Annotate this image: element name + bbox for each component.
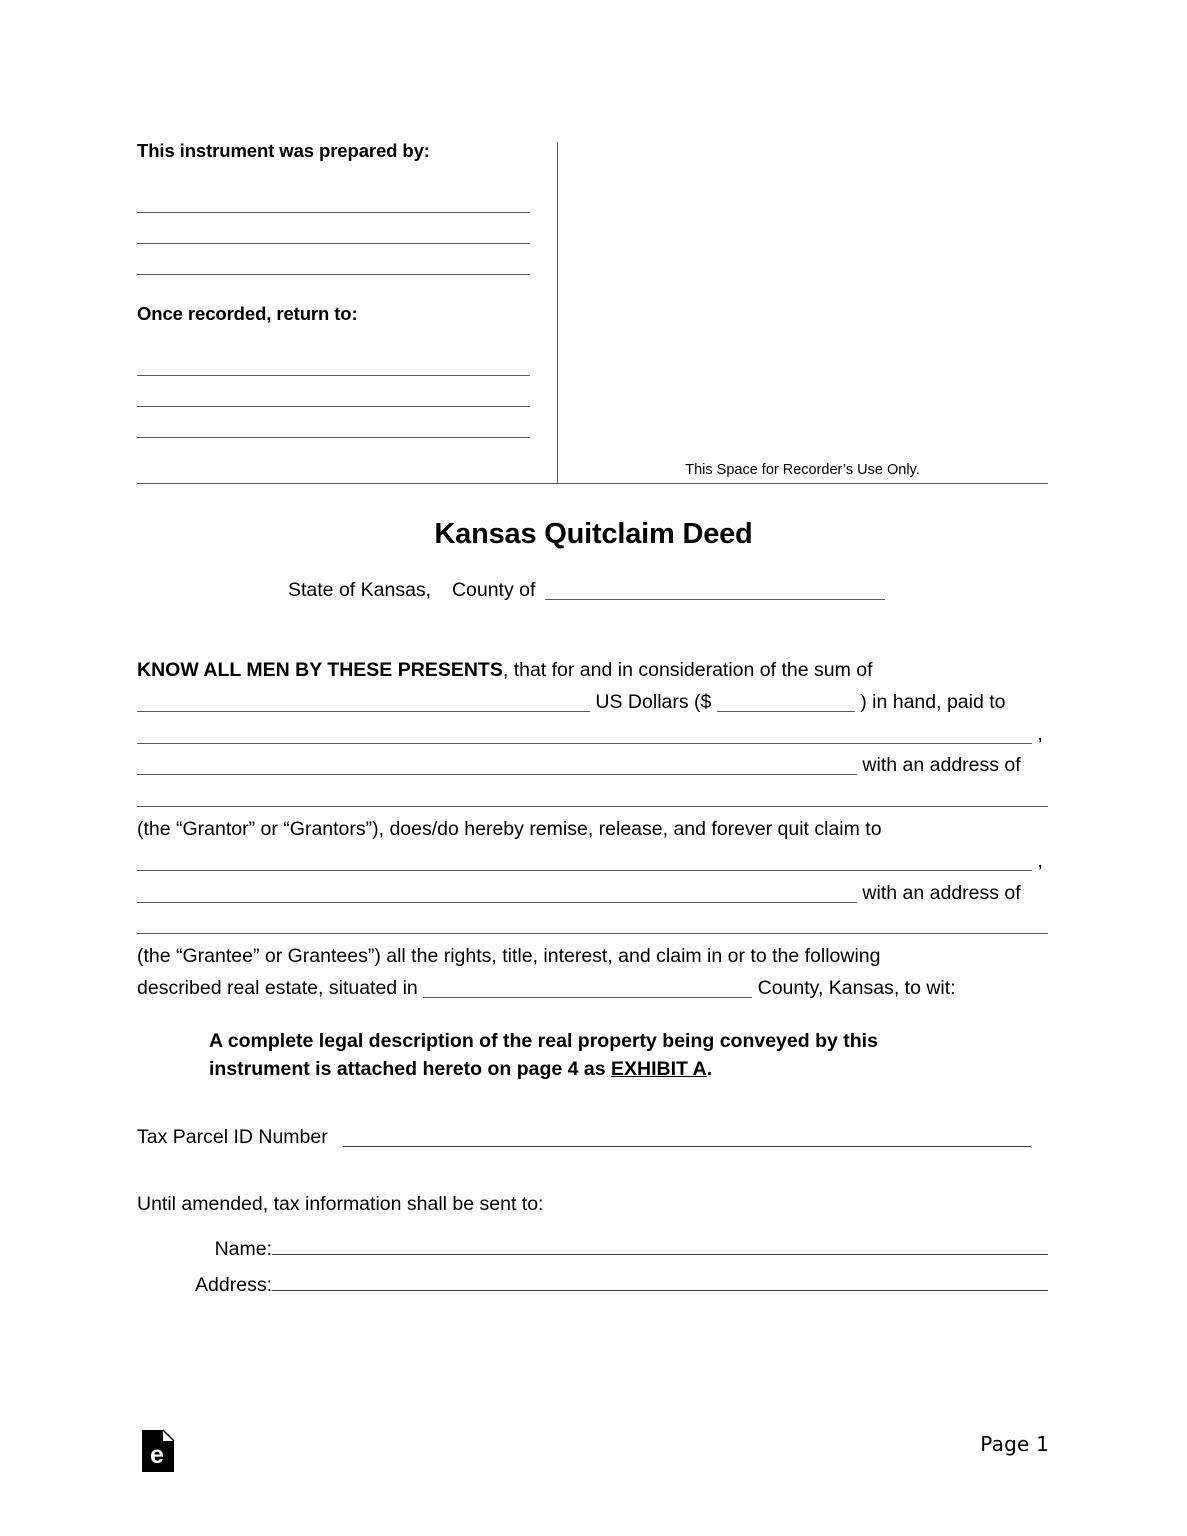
consideration-line — [137, 687, 1048, 719]
eforms-logo[interactable] — [141, 1429, 175, 1473]
return-to-label: Once recorded, return to: — [137, 303, 358, 325]
consideration-amount-blank[interactable] — [717, 711, 855, 712]
tax-address-label: Address: — [195, 1274, 272, 1296]
tax-recipient-fields — [137, 1231, 1048, 1303]
grantor-address-line-2 — [137, 782, 1048, 814]
exhibit-a-note-line-2 — [209, 1055, 977, 1083]
tax-name-input-blank[interactable] — [272, 1231, 1048, 1255]
grantee-address-line-2 — [137, 909, 1048, 941]
grantee-name-comma: , — [1037, 849, 1043, 872]
header-left-column — [137, 140, 537, 438]
return-to-blank-1[interactable] — [137, 345, 530, 376]
header-vertical-divider — [557, 142, 558, 484]
recorder-use-note: This Space for Recorder’s Use Only. — [685, 462, 920, 478]
grantee-name-line — [137, 846, 1048, 878]
page-title: Kansas Quitclaim Deed — [434, 518, 753, 550]
grantee-address-label-line — [137, 878, 1048, 910]
tax-parcel-label: Tax Parcel ID Number — [137, 1126, 328, 1148]
tax-parcel-id-blank[interactable] — [343, 1146, 1031, 1147]
tax-address-input-blank[interactable] — [272, 1267, 1048, 1291]
prepared-by-label: This instrument was prepared by: — [137, 140, 430, 161]
return-to-blank-2[interactable] — [137, 376, 530, 407]
in-hand-paid-to-label: ) in hand, paid to — [860, 690, 1006, 713]
exhibit-a-note-suffix: . — [706, 1057, 713, 1080]
prepared-by-blank-3[interactable] — [137, 244, 530, 275]
tax-name-row — [137, 1231, 1048, 1267]
presents-rest-text: , that for and in consideration of the sum of — [502, 659, 873, 681]
exhibit-a-note — [209, 1027, 977, 1083]
grantor-definition-line: (the “Grantor” or “Grantors”), does/do hereby remise, release, and forever quit claim to — [137, 817, 882, 840]
grantee-address-blank-1[interactable] — [137, 902, 857, 903]
exhibit-a-note-prefix: instrument is attached hereto on page 4 as — [209, 1057, 612, 1080]
us-dollars-label: US Dollars ($ — [595, 690, 712, 713]
grantor-name-blank[interactable] — [137, 743, 1032, 744]
grantor-name-line — [137, 719, 1048, 751]
deed-body — [137, 655, 1048, 1083]
grantor-name-comma: , — [1037, 722, 1043, 745]
tax-parcel-line — [137, 1126, 1031, 1149]
grantee-with-address-of-label: with an address of — [862, 881, 1021, 904]
state-text: State of Kansas, — [288, 579, 432, 601]
situated-prefix-label: described real estate, situated in — [137, 976, 418, 999]
grantee-definition-line: (the “Grantee” or Grantees”) all the rights, title, interest, and claim in or to the following — [137, 945, 881, 968]
page-number: Page 1 — [980, 1432, 1049, 1456]
presents-bold-text: KNOW ALL MEN BY THESE PRESENTS — [137, 659, 503, 681]
jurisdiction-line — [288, 579, 885, 602]
situated-county-line — [137, 973, 1048, 1005]
prepared-by-blank-2[interactable] — [137, 213, 530, 244]
grantor-address-label-line — [137, 750, 1048, 782]
tax-info-instruction: Until amended, tax information shall be sent to: — [137, 1193, 544, 1215]
recording-header-block — [137, 140, 1048, 484]
situated-suffix-label: County, Kansas, to wit: — [757, 976, 956, 999]
presents-line — [137, 655, 1048, 687]
tax-name-label: Name: — [214, 1238, 272, 1260]
grantor-address-blank-1[interactable] — [137, 774, 857, 775]
header-bottom-rule — [137, 483, 1048, 484]
eforms-logo-letter: e — [150, 1441, 164, 1469]
county-input-blank[interactable] — [545, 599, 885, 600]
grantee-name-blank[interactable] — [137, 870, 1032, 871]
situated-county-blank[interactable] — [423, 997, 752, 998]
return-to-blank-3[interactable] — [137, 407, 530, 438]
grantor-address-blank-2[interactable] — [137, 806, 1048, 807]
exhibit-a-reference: EXHIBIT A — [611, 1057, 707, 1080]
prepared-by-blank-1[interactable] — [137, 182, 530, 213]
tax-address-row — [137, 1267, 1048, 1303]
grantor-with-address-of-label: with an address of — [862, 754, 1021, 777]
consideration-words-blank[interactable] — [137, 711, 590, 712]
eforms-logo-document-icon — [141, 1429, 175, 1473]
grantee-address-blank-2[interactable] — [137, 933, 1048, 934]
exhibit-a-note-line-1: A complete legal description of the real property being conveyed by this — [209, 1029, 878, 1052]
county-text: County of — [451, 579, 536, 601]
